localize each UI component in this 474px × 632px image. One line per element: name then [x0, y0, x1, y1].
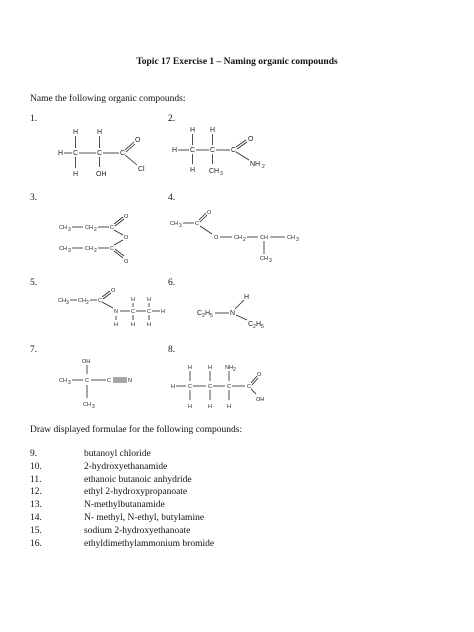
svg-text:CH: CH	[234, 235, 242, 241]
svg-text:CH: CH	[85, 225, 93, 231]
svg-text:H: H	[97, 129, 103, 136]
list-item	[30, 538, 214, 551]
list-item	[30, 499, 214, 512]
svg-text:CH: CH	[287, 235, 295, 241]
svg-text:H: H	[73, 129, 79, 136]
list-item	[30, 461, 214, 474]
svg-text:O: O	[207, 210, 212, 216]
svg-text:3: 3	[269, 258, 272, 264]
svg-text:CH: CH	[78, 298, 86, 304]
svg-text:C: C	[98, 298, 102, 304]
svg-text:N: N	[230, 310, 236, 317]
svg-text:CH: CH	[59, 378, 67, 384]
svg-text:CH: CH	[85, 246, 93, 252]
question-2-number: 2.	[168, 114, 176, 124]
svg-text:OH: OH	[96, 171, 107, 178]
svg-text:H: H	[73, 171, 79, 178]
page-title: Topic 17 Exercise 1 – Naming organic compounds	[136, 57, 338, 67]
svg-text:5: 5	[210, 313, 213, 319]
svg-text:H: H	[171, 384, 175, 390]
svg-text:H: H	[208, 365, 212, 371]
svg-text:C: C	[231, 147, 237, 154]
item-number: 13.	[30, 500, 42, 511]
svg-text:O: O	[257, 372, 262, 378]
svg-text:CH: CH	[260, 256, 268, 262]
svg-text:3: 3	[92, 404, 95, 410]
list-item	[30, 486, 214, 499]
svg-text:N: N	[128, 378, 132, 384]
svg-text:O: O	[124, 259, 129, 265]
svg-text:C: C	[188, 384, 192, 390]
svg-text:3: 3	[220, 171, 223, 177]
svg-text:NH: NH	[250, 161, 261, 168]
svg-text:CH: CH	[209, 168, 220, 175]
compound-name: butanoyl chloride	[84, 449, 151, 459]
question-6-number: 6.	[168, 278, 176, 288]
svg-text:3: 3	[296, 237, 299, 243]
svg-text:CH: CH	[58, 298, 66, 304]
svg-text:2: 2	[253, 324, 256, 330]
svg-text:H: H	[190, 127, 196, 134]
svg-text:C: C	[247, 384, 251, 390]
svg-text:H: H	[131, 297, 135, 303]
svg-text:OH: OH	[256, 397, 265, 403]
compound-list	[30, 448, 214, 550]
svg-text:H: H	[188, 365, 192, 371]
svg-text:3: 3	[68, 380, 71, 386]
item-number: 14.	[30, 512, 42, 523]
svg-text:H: H	[147, 322, 151, 328]
svg-text:O: O	[124, 235, 129, 241]
svg-text:2: 2	[202, 313, 205, 319]
svg-text:H: H	[131, 322, 135, 328]
svg-text:C: C	[210, 147, 216, 154]
question-8-number: 8.	[168, 345, 176, 355]
section-1-instruction: Name the following organic compounds:	[30, 94, 186, 104]
svg-text:O: O	[135, 137, 141, 144]
svg-text:3: 3	[68, 248, 71, 254]
item-number: 15.	[30, 525, 42, 536]
svg-text:C: C	[227, 384, 231, 390]
svg-text:H: H	[190, 167, 196, 174]
svg-text:C: C	[197, 310, 203, 317]
svg-text:Cl: Cl	[138, 166, 145, 173]
svg-text:CH: CH	[260, 235, 268, 241]
svg-text:H: H	[161, 309, 165, 315]
item-number: 10.	[30, 461, 42, 472]
list-item	[30, 448, 214, 461]
svg-text:C: C	[195, 221, 199, 227]
svg-text:H: H	[244, 294, 250, 301]
svg-text:C: C	[120, 150, 126, 157]
section-2-instruction: Draw displayed formulae for the following compounds:	[30, 425, 243, 435]
compound-name: ethyl 2-hydroxypropanoate	[84, 487, 188, 498]
question-3-number: 3.	[30, 193, 38, 203]
svg-text:3: 3	[68, 227, 71, 233]
svg-text:2: 2	[94, 248, 97, 254]
svg-text:CH: CH	[59, 246, 67, 252]
svg-text:C: C	[73, 150, 79, 157]
svg-text:CH: CH	[83, 402, 91, 408]
svg-text:2: 2	[262, 164, 265, 170]
svg-text:H: H	[210, 127, 216, 134]
svg-text:C: C	[107, 378, 111, 384]
question-4-number: 4.	[168, 193, 176, 203]
svg-text:C: C	[147, 309, 151, 315]
svg-text:O: O	[248, 136, 254, 143]
item-number: 12.	[30, 487, 42, 498]
svg-text:H: H	[227, 404, 231, 410]
svg-text:2: 2	[233, 367, 236, 373]
item-number: 11.	[30, 474, 42, 485]
list-item	[30, 474, 214, 487]
compound-name: ethanoic butanoic anhydride	[84, 474, 192, 485]
svg-text:H: H	[208, 404, 212, 410]
compound-name: sodium 2-hydroxyethanoate	[84, 525, 191, 536]
svg-text:C: C	[208, 384, 212, 390]
svg-text:C: C	[248, 321, 254, 328]
svg-text:C: C	[131, 309, 135, 315]
svg-text:CH: CH	[170, 221, 178, 227]
compound-name: N-methylbutanamide	[84, 500, 165, 511]
question-5-number: 5.	[30, 278, 38, 288]
svg-text:2: 2	[243, 237, 246, 243]
svg-text:N: N	[114, 309, 118, 315]
svg-text:C: C	[97, 150, 103, 157]
svg-text:O: O	[124, 214, 129, 220]
svg-text:H: H	[147, 297, 151, 303]
svg-text:H: H	[188, 404, 192, 410]
svg-text:H: H	[172, 147, 178, 154]
svg-text:H: H	[256, 321, 262, 328]
svg-text:C: C	[110, 246, 114, 252]
item-number: 16.	[30, 538, 42, 549]
svg-text:3: 3	[66, 300, 69, 306]
svg-text:C: C	[110, 225, 114, 231]
svg-text:O: O	[214, 235, 219, 241]
svg-text:C: C	[190, 147, 196, 154]
svg-text:3: 3	[179, 223, 182, 229]
svg-text:H: H	[58, 150, 64, 157]
svg-text:O: O	[111, 288, 116, 294]
question-1-number: 1.	[30, 114, 38, 124]
svg-text:5: 5	[261, 324, 264, 330]
item-number: 9.	[30, 449, 38, 459]
svg-text:CH: CH	[59, 225, 67, 231]
svg-text:C: C	[85, 378, 89, 384]
svg-text:2: 2	[94, 227, 97, 233]
compound-name: N- methyl, N-ethyl, butylamine	[84, 512, 205, 523]
compound-name: 2-hydroxyethanamide	[84, 461, 168, 472]
compound-name: ethyldimethylammonium bromide	[84, 538, 215, 549]
question-7-number: 7.	[30, 345, 38, 355]
list-item	[30, 525, 214, 538]
list-item	[30, 512, 214, 525]
svg-text:H: H	[205, 310, 211, 317]
svg-text:2: 2	[86, 300, 89, 306]
svg-text:NH: NH	[225, 365, 233, 371]
svg-text:H: H	[114, 322, 118, 328]
svg-text:OH: OH	[82, 359, 91, 365]
